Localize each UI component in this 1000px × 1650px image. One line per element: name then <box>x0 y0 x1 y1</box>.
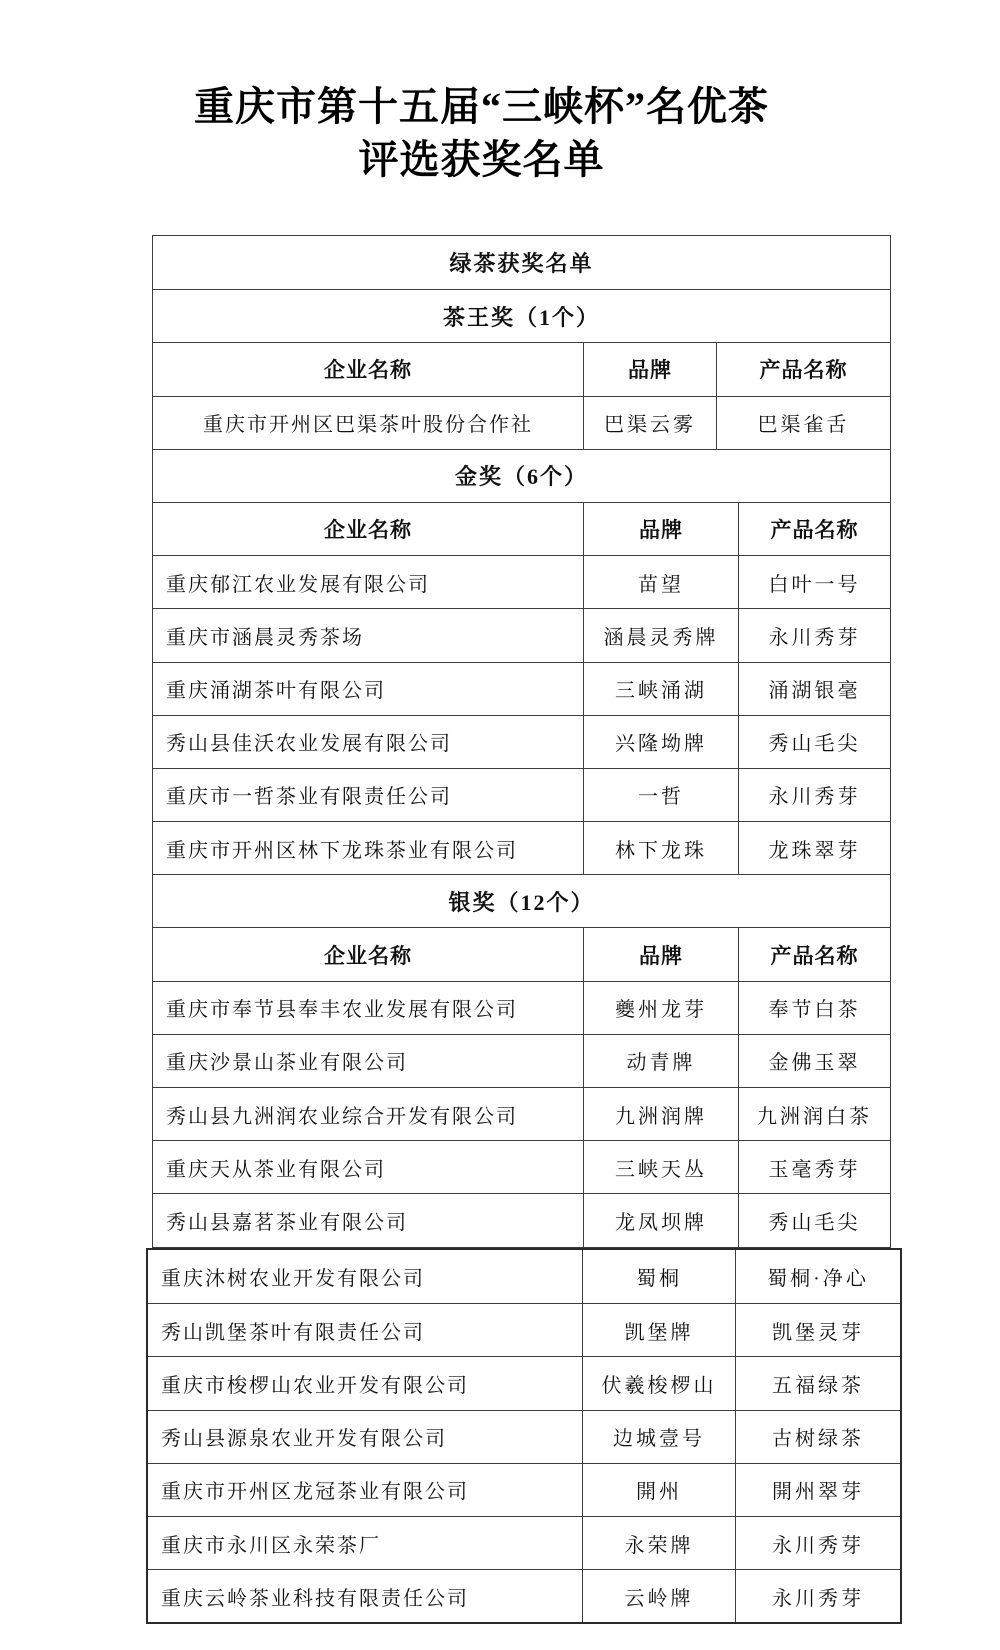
company-cell: 秀山凯堡茶叶有限责任公司 <box>161 1321 425 1344</box>
table-row <box>148 1569 900 1622</box>
company-cell: 重庆涌湖茶叶有限公司 <box>166 680 386 703</box>
brand-cell: 苗望 <box>583 556 738 608</box>
product-cell: 古树绿茶 <box>735 1411 900 1463</box>
table-row <box>153 1193 890 1246</box>
product-cell: 金佛玉翠 <box>738 1035 890 1087</box>
company-cell: 重庆郁江农业发展有限公司 <box>166 573 430 596</box>
table-row <box>148 1463 900 1516</box>
award-section-row <box>153 874 890 927</box>
brand-cell: 林下龙珠 <box>583 822 738 874</box>
company-cell: 重庆沙景山茶业有限公司 <box>166 1052 408 1075</box>
table-row <box>148 1410 900 1463</box>
brand-cell: 一哲 <box>583 769 738 821</box>
silver-award-title: 银奖（12个） <box>448 889 595 915</box>
company-cell: 重庆市开州区林下龙珠茶业有限公司 <box>166 839 518 862</box>
product-cell: 五福绿茶 <box>735 1357 900 1409</box>
brand-cell: 涵晨灵秀牌 <box>583 609 738 661</box>
header-row <box>153 342 890 395</box>
brand-cell: 開州 <box>582 1464 735 1516</box>
awards-table <box>152 235 891 1248</box>
table-row <box>153 715 890 768</box>
gold-award-title: 金奖（6个） <box>454 464 588 490</box>
product-cell: 蜀桐·净心 <box>735 1250 900 1303</box>
table-row <box>153 608 890 661</box>
awards-table-continuation <box>146 1248 902 1624</box>
brand-cell: 动青牌 <box>583 1035 738 1087</box>
table-row <box>148 1516 900 1569</box>
header-row <box>153 927 890 980</box>
product-cell: 永川秀芽 <box>738 769 890 821</box>
brand-cell: 巴渠云雾 <box>583 397 716 449</box>
product-cell: 永川秀芽 <box>738 609 890 661</box>
page-title <box>0 80 963 186</box>
company-cell: 重庆市奉节县奉丰农业发展有限公司 <box>166 999 518 1022</box>
product-cell: 白叶一号 <box>738 556 890 608</box>
brand-header: 品牌 <box>583 343 716 395</box>
table-row <box>148 1250 900 1303</box>
product-cell: 奉节白茶 <box>738 982 890 1034</box>
brand-cell: 兴隆坳牌 <box>583 716 738 768</box>
product-cell: 龙珠翠芽 <box>738 822 890 874</box>
table-row <box>153 1140 890 1193</box>
company-header: 企业名称 <box>324 519 412 543</box>
product-cell: 玉毫秀芽 <box>738 1141 890 1193</box>
product-cell: 九洲润白茶 <box>738 1088 890 1140</box>
table-row <box>148 1356 900 1409</box>
table-row <box>153 1034 890 1087</box>
company-cell: 重庆市开州区龙冠茶业有限公司 <box>161 1481 469 1504</box>
brand-cell: 龙凤坝牌 <box>583 1194 738 1246</box>
company-cell: 重庆市开州区巴渠茶叶股份合作社 <box>203 414 533 437</box>
company-header: 企业名称 <box>324 944 412 968</box>
tea-king-award-title: 茶王奖（1个） <box>442 304 600 330</box>
brand-header: 品牌 <box>583 928 738 980</box>
green-tea-list-title: 绿茶获奖名单 <box>449 251 594 277</box>
table-row <box>153 981 890 1034</box>
product-header: 产品名称 <box>716 343 890 395</box>
brand-cell: 夔州龙芽 <box>583 982 738 1034</box>
product-cell: 開州翠芽 <box>735 1464 900 1516</box>
header-row <box>153 502 890 555</box>
product-header: 产品名称 <box>738 503 890 555</box>
table-row <box>148 1303 900 1356</box>
brand-cell: 永荣牌 <box>582 1517 735 1569</box>
award-section-row <box>153 449 890 502</box>
brand-cell: 云岭牌 <box>582 1570 735 1622</box>
product-header: 产品名称 <box>738 928 890 980</box>
table-row <box>153 555 890 608</box>
product-cell: 秀山毛尖 <box>738 716 890 768</box>
table-row <box>153 396 890 449</box>
brand-header: 品牌 <box>583 503 738 555</box>
brand-cell: 边城壹号 <box>582 1411 735 1463</box>
table-row <box>153 1087 890 1140</box>
company-cell: 重庆天从茶业有限公司 <box>166 1158 386 1181</box>
table-row <box>153 662 890 715</box>
brand-cell: 九洲润牌 <box>583 1088 738 1140</box>
company-cell: 重庆云岭茶业科技有限责任公司 <box>161 1587 469 1610</box>
company-cell: 秀山县嘉茗茶业有限公司 <box>166 1211 408 1234</box>
table-row <box>153 821 890 874</box>
brand-cell: 伏羲梭椤山 <box>582 1357 735 1409</box>
company-cell: 重庆市涵晨灵秀茶场 <box>166 626 364 649</box>
product-cell: 秀山毛尖 <box>738 1194 890 1246</box>
brand-cell: 凯堡牌 <box>582 1304 735 1356</box>
company-cell: 重庆市永川区永荣茶厂 <box>161 1534 381 1557</box>
company-cell: 重庆市一哲茶业有限责任公司 <box>166 786 452 809</box>
company-cell: 秀山县源泉农业开发有限公司 <box>161 1428 447 1451</box>
company-cell: 重庆沐树农业开发有限公司 <box>161 1268 425 1291</box>
product-cell: 涌湖银毫 <box>738 663 890 715</box>
table-title-row <box>153 236 890 289</box>
product-cell: 巴渠雀舌 <box>716 397 890 449</box>
table-row <box>153 768 890 821</box>
company-cell: 秀山县佳沃农业发展有限公司 <box>166 733 452 756</box>
company-cell: 重庆市梭椤山农业开发有限公司 <box>161 1374 469 1397</box>
product-cell: 永川秀芽 <box>735 1517 900 1569</box>
award-section-row <box>153 289 890 342</box>
company-cell: 秀山县九洲润农业综合开发有限公司 <box>166 1105 518 1128</box>
company-header: 企业名称 <box>324 359 412 383</box>
brand-cell: 蜀桐 <box>582 1250 735 1303</box>
brand-cell: 三峡涌湖 <box>583 663 738 715</box>
page-title-line1: 重庆市第十五届“三峡杯”名优茶 <box>194 84 769 129</box>
page-title-line2: 评选获奖名单 <box>358 137 605 182</box>
product-cell: 凯堡灵芽 <box>735 1304 900 1356</box>
brand-cell: 三峡天丛 <box>583 1141 738 1193</box>
product-cell: 永川秀芽 <box>735 1570 900 1622</box>
